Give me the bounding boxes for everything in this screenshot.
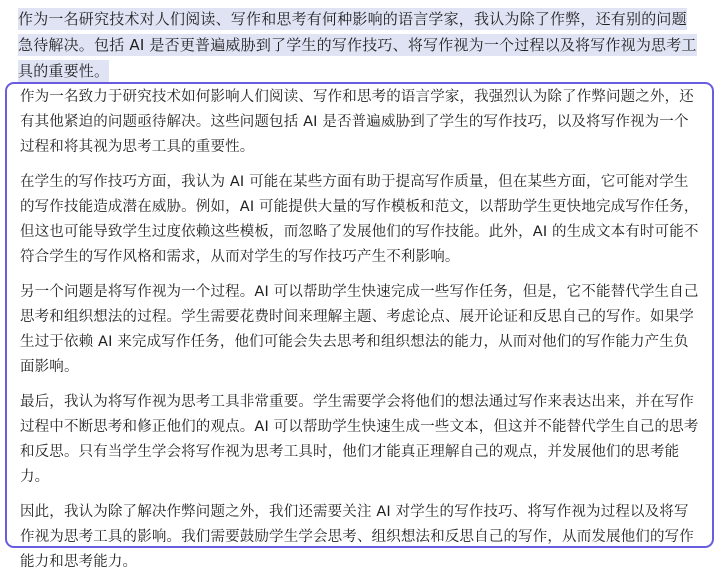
response-paragraph-3: 另一个问题是将写作视为一个过程。AI 可以帮助学生快速完成一些写作任务，但是，它不能替代学生自己思考和组织想法的过程。学生需要花费时间来理解主题、考虑论点、展开论证和反思自己的写作。如果学生过于依赖 AI 来完成写作任务，他们可能会失去思考和组织想法的能力，从而对他们的写作能力产生负面影响。 [20,284,699,375]
response-paragraph-1: 作为一名致力于研究技术如何影响人们阅读、写作和思考的语言学家，我强烈认为除了作弊问题之外，还有其他紧迫的问题亟待解决。这些问题包括 AI 是否普遍威胁到了学生的写作技巧，以及将写作视为一个过程和将其视为思考工具的重要性。 [20,89,694,155]
prompt-section [0,0,720,88]
response-box [5,82,714,570]
prompt-text [18,6,700,84]
response-paragraph-4: 最后，我认为将写作视为思考工具非常重要。学生需要学会将他们的想法通过写作来表达出来，并在写作过程中不断思考和修正他们的观点。AI 可以帮助学生快速生成一些文本，但这并不能替代学生自己的思考和反思。只有当学生学会将写作视为思考工具时，他们才能真正理解自己的观点，并发展他们的思考能力。 [20,394,699,485]
prompt-highlighted-text: 作为一名研究技术对人们阅读、写作和思考有何种影响的语言学家，我认为除了作弊，还有别的问题急待解决。包括 AI 是否更普遍威胁到了学生的写作技巧、将写作视为一个过程以及将写作视为思考工具的重要性。 [18,10,697,80]
response-paragraph-5: 因此，我认为除了解决作弊问题之外，我们还需要关注 AI 对学生的写作技巧、将写作视为过程以及将写作视为思考工具的影响。我们需要鼓励学生学会思考、组织想法和反思自己的写作，从而发展他们的写作能力和思考能力。 [20,504,694,570]
response-paragraph-2: 在学生的写作技巧方面，我认为 AI 可能在某些方面有助于提高写作质量，但在某些方面，它可能对学生的写作技能造成潜在威胁。例如，AI 可能提供大量的写作模板和范文，以帮助学生更快地完成写作任务，但这也可能导致学生过度依赖这些模板，而忽略了发展他们的写作技能。此外，AI 的生成文本有时可能不符合学生的写作风格和需求，从而对学生的写作技巧产生不利影响。 [20,174,699,265]
